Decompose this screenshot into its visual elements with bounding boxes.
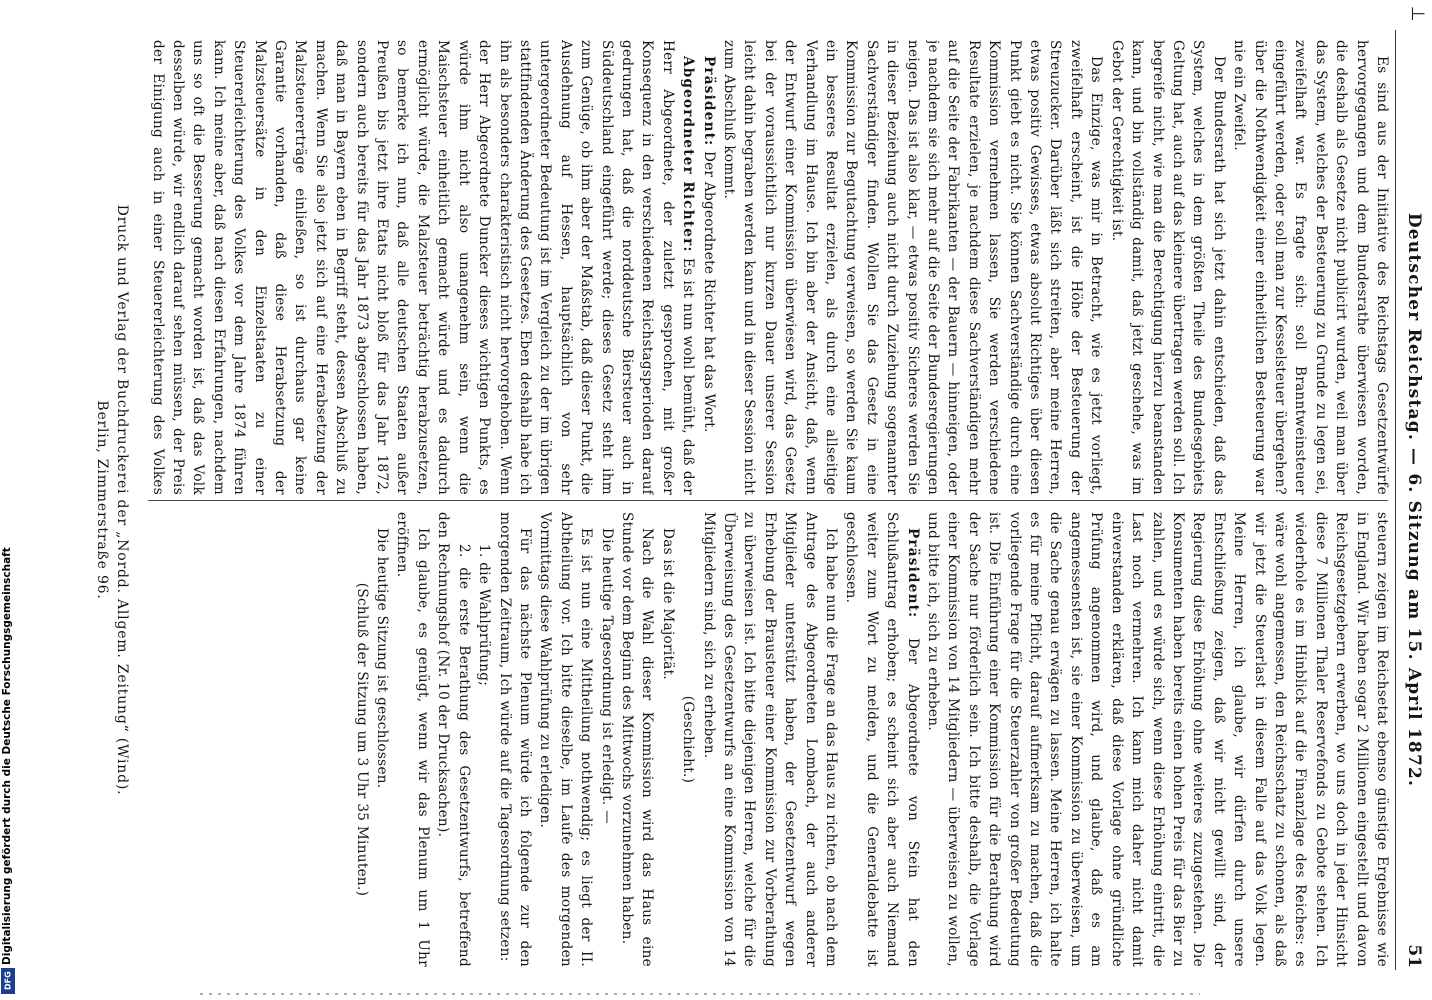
paragraph: Ich glaube, es genügt, wenn wir das Plenum um 1 Uhr eröffnen. bbox=[394, 512, 431, 967]
paragraph: Das ist die Majorität. bbox=[659, 528, 676, 681]
speech-text: Es ist nun wohl bemüht, daß der Herr Abgeordnete, der zuletzt gesprochen, mit großer Konsequenz in den verschiedenen Reichstagsperioden darauf gedrungen hat, daß die norddeutsche Biersteuer auch in Süddeutschland eingeführt werde; dieses Gesetz steht ihm zum Genüge, ob ihm aber der Maßstab, daß dieser Punkt, die Ausdehnung auf Hessen, hauptsächlich von sehr untergeordneter Bedeutung ist im Vergleich zu der im übrigen stattfindenden Änderung des Gesetzes. Eben deshalb habe ich ihn als besonders charakteristisch nicht hervorgehoben. Wenn der Herr Abgeordnete Duncker dieses wichtigen Punkts, es würde ihm nicht also unangenehm sein, wenn die Maischsteuer einheitlich gemacht würde und es dadurch ermöglicht würde, die Malzsteuer beträchtig herabzusetzen, so bemerke ich nun, daß alle deutschen Staaten außer Preußen bis jetzt ihre Etats nicht bloß für das Jahr 1872, sondern auch bereits für das Jahr 1873 abgeschlossen haben, daß man in Bayern eben in Begriff steht, dessen Abschluß zu machen. Wenn Sie also jetzt sich auf eine Herabsetzung der Malzsteuererträge einließen, so ist durchaus gar keine Garantie vorhanden, daß diese Herabsetzung der Malzsteuersätze in den Einzelstaaten zu einer Steuererleichterung des Volkes vor dem Jahre 1874 führen kann. Ich meine aber, daß nach diesen Erfahrungen, nachdem uns so oft die Besserung gemacht worden ist, daß das Volk desselben würde, wir endlich darauf sehen müssen, der Preis der Einigung auch in einer Steuererleichterung des Volkes bbox=[149, 40, 697, 495]
imprint-line: Berlin, Zimmerstraße 96. bbox=[94, 400, 110, 600]
president-speech bbox=[841, 512, 923, 967]
speech-richter bbox=[147, 40, 698, 495]
speaker-label: Abgeordneter Richter: bbox=[680, 56, 697, 253]
paragraph: Das Einzige, was mir in Betracht, wie es jetzt vorliegt, zweifelhaft erscheint, ist die Höhe der Besteuerung der Streuzucker. Darüber läßt sich streiten, aber meine Herren, etwas positiv Gewisses, etwas absolut Richtiges über diesen Punkt giebt es nicht. Sie können Sachverständige durch eine Kommission vernehmen lassen, Sie werden verschiedene Resultate erzielen, je nachdem diese Sachverständigen mehr auf die Seite der Fabrikanten — der Bauern — hinneigen, oder je nachdem sie sich mehr auf die Seite der Bundesregierungen neigen. Das ist also klar, — etwas positiv Sicheres werden Sie in dieser Beziehung auch nicht durch Zuziehung sogenannter Sachverständiger finden. Wollen Sie das Gesetz in eine Kommission zur Begutachtung verweisen, so werden Sie kaum ein besseres Resultat erzielen, als durch eine allseitige Verhandlung im Hause. Ich bin aber der Ansicht, daß, wenn der Entwurf einer Kommission überwiesen wird, das Gesetz bei der voraussichtlich nur kurzen Dauer unserer Session leicht dahin begraben werden kann und in dieser Session nicht zum Abschluß kommt. bbox=[721, 40, 1105, 495]
speaker-label: Präsident: bbox=[700, 56, 717, 147]
closing-time: (Schluß der Sitzung um 3 Uhr 35 Minuten.) bbox=[353, 582, 370, 897]
left-column bbox=[147, 40, 1392, 495]
paragraph: steuern zeigen im Reichsetat ebenso günstige Ergebnisse wie in England. Wir haben sogar 2 Millionen eingestellt und davon Reichsgesetzgebern erwerben, wo uns doch in jeder Hinsicht diese 7 Millionen Thaler Reservefonds zu Gebote stehen. Ich wiederhole es im Hinblick auf die Finanzlage des Reiches: es wäre wohl angemessen, den Reichsschatz zu schonen, als daß wir jetzt die Steuerlast in diesem Falle auf das Volk legen. Meine Herren, ich glaube, wir dürfen durch unsere Entschließung zeigen, daß wir nicht gewillt sind, der Regierung diese Erhöhung ohne weiteres zuzugestehen. Die Konsumenten haben bereits einen hohen Preis für das Bier zu zahlen, und es würde sich, wenn diese Erhöhung eintritt, die Last noch vermehren. Ich kann mich daher nicht damit einverstanden erklären, daß diese Vorlage ohne gründliche Prüfung angenommen wird, und glaube, daß es am angemessensten ist, sie einer Kommission zu überweisen, um die Sache genau erwägen zu lassen. Meine Herren, ich halte es für meine Pflicht, darauf aufmerksam zu machen, daß die vorliegende Frage für die Steuerzahler von großer Bedeutung ist. Die Einführung einer Kommission für die Berathung wird der Sache nur förderlich sein. Ich bitte deshalb, die Vorlage einer Kommission von 14 Mitgliedern — überweisen zu wollen, und bitte ich, sich zu erheben. bbox=[925, 512, 1390, 967]
scan-edge bbox=[200, 993, 1200, 995]
running-title: Deutscher Reichstag. — 6. Sitzung am 15. April 1872. bbox=[1404, 212, 1424, 788]
column-divider bbox=[148, 500, 1388, 501]
imprint bbox=[72, 30, 132, 970]
paragraph: Die heutige Tagesordnung ist erledigt. — bbox=[598, 528, 615, 825]
list-item: 1. die Wahlprüfung; bbox=[476, 544, 493, 687]
header-rule bbox=[1395, 30, 1396, 970]
dfg-logo: DFG bbox=[1, 968, 15, 994]
agenda-list bbox=[433, 512, 494, 967]
imprint-line: Druck und Verlag der Buchdruckerei der „Nordd. Allgem. Zeitung“ (Wind). bbox=[114, 204, 130, 796]
page-number: 51 bbox=[1404, 944, 1424, 968]
paragraph: Es sind aus der Initiative des Reichstags Gesetzentwürfe hervorgegangen und dem Bundesrathe überwiesen worden, die deshalb als Gesetze nicht publicirt wurden, weil man über das System, welches der Besteuerung zu Grunde zu legen sei, zweifelhaft war. Es fragte sich: soll Branntweinsteuer eingeführt werden, oder soll man zur Kesselsteuer übergehen? über die Nothwendigkeit einer einheitlichen Besteuerung war nie ein Zweifel. bbox=[1231, 40, 1390, 495]
page-header bbox=[1400, 30, 1424, 970]
paragraph: Der Bundesrath hat sich jetzt dahin entschieden, daß das System, welches in dem größten Theile des Bundesgebiets Geltung hat, auch auf das kleinere übertragen werden soll. Ich begreife nicht, wie man die Berechtigung hierzu beanstanden kann, und bin vollständig damit, daß jetzt geschehe, was im Gebot der Gerechtigkeit ist. bbox=[1108, 40, 1227, 495]
paragraph: Ich habe nun die Frage an das Haus zu richten, ob nach dem Antrage des Abgeordneten Lombach, der auch anderer Mitglieder unterstützt haben, der Gesetzentwurf wegen Erhebung der Brausteuer einer Kommission zur Vorberathung zu überweisen ist. Ich bitte diejenigen Herren, welche für die Überweisung des Gesetzentwurfs an eine Kommission von 14 Mitgliedern sind, sich zu erheben. bbox=[700, 512, 840, 967]
speech-text: Der Abgeordnete Richter hat das Wort. bbox=[700, 150, 717, 433]
digitization-notice: Digitalisierung gefördert durch die Deutsche Forschungsgemeinschaft bbox=[1, 547, 13, 965]
paragraph: Die heutige Sitzung ist geschlossen. bbox=[374, 528, 391, 789]
paragraph: Für das nächste Plenum würde ich folgende zur den morgenden Zeitraum, Ich würde auf die Tagesordnung setzen: bbox=[496, 512, 533, 967]
speaker-label: Präsident: bbox=[904, 528, 921, 619]
paragraph: Nach die Wahl dieser Kommission wird das Haus eine Stunde vor dem Beginn des Mittwochs vorzunehmen haben. bbox=[618, 512, 656, 967]
corner-mark-icon: ⊢ bbox=[1410, 4, 1426, 25]
president-intro bbox=[698, 40, 718, 495]
paragraph: Es ist nun eine Mittheilung nothwendig; es liegt der II. Abtheilung vor. Ich bitte dieselbe, im Laufe des morgenden Vormittags diese Wahlprüfung zu erledigen. bbox=[537, 512, 595, 967]
right-column bbox=[147, 512, 1392, 967]
speech-text: Der Abgeordnete von Stein hat den Schlußantrag erhoben; es scheint sich aber auch Niemand weiter zum Wort zu melden, und die Generaldebatte ist geschlossen. bbox=[843, 512, 921, 967]
reaction: (Geschieht.) bbox=[680, 695, 697, 784]
list-item: 2. die erste Berathung des Gesetzentwurfs, betreffend den Rechnungshof (Nr. 10 der Drucksachen). bbox=[435, 512, 472, 967]
